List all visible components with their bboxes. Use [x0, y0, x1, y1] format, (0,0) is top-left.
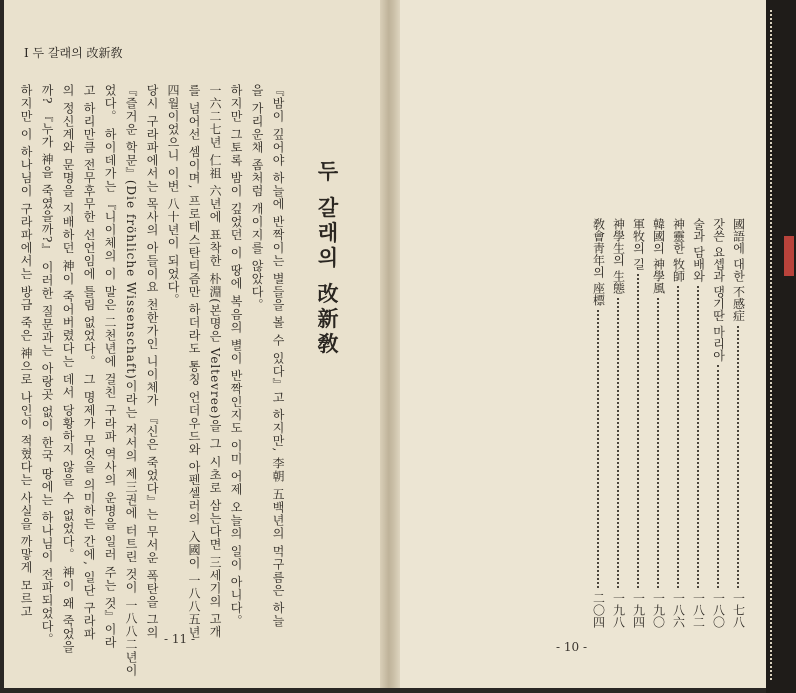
toc-title: 國語에 대한 不感症 — [731, 218, 746, 322]
toc-leader — [737, 326, 741, 588]
book-gutter — [380, 0, 402, 688]
text-column: 의 정신계와 문명을 지배하던 神이 죽어버렸다는 데서 당황하지 않을 수 없었다。 神이 왜 죽었을 — [61, 84, 75, 654]
toc-leader — [637, 274, 641, 588]
text-column: 하지만 그토록 밤이 깊었던 이 땅에 복음의 별이 반짝인지도 이미 어제 오늘의 일이 아니다。 — [229, 84, 243, 628]
text-column: 고 하리만큼 전무후무한 선언임에 틀림 없었다。 그 명제가 무엇을 의미하든 간에, 일단 구라파 — [82, 84, 96, 641]
text-column: 『즐거운 학문』(Die fröhliche Wissenschaft)이라는 저서의 제三권에 터트린 것이 一八八二년이 — [124, 84, 138, 677]
binding-stitches — [770, 10, 776, 680]
toc-leader — [677, 286, 681, 588]
toc-page: 一八六 — [671, 592, 686, 628]
toc-title: 갓쓴 요셉과 댕기딴 마리아 — [711, 218, 726, 362]
text-column: 당시 구라파에서는 목사의 아들이요 천한가인 니이체가 『신은 죽었다』는 무서운 폭탄을 그의 — [145, 84, 159, 640]
toc-title: 敎會靑年의 座標 — [591, 218, 606, 306]
toc-page: 一七八 — [731, 592, 746, 628]
toc-leader — [697, 286, 701, 588]
toc-entry — [612, 218, 626, 628]
toc-entry — [592, 218, 606, 628]
toc-entry — [732, 218, 746, 628]
text-column: 를 넘어선 셈이며, 프로테스탄티즘만 하더라도 통칭 언더우드와 아펜셀러의 入國이 一八八五년 — [187, 84, 201, 640]
toc-page: 一八〇 — [711, 592, 726, 628]
text-column: 四월이었으니 이번 八十년이 되었다。 — [166, 84, 180, 307]
toc-entry — [632, 218, 646, 628]
toc-page: 一九八 — [611, 592, 626, 628]
toc-page: 一八二 — [691, 592, 706, 628]
toc-page: 一九四 — [631, 592, 646, 628]
chapter-title: 두 갈래의 改新敎 — [315, 160, 340, 358]
bookmark-tab — [784, 236, 794, 276]
toc-entry — [712, 218, 726, 628]
text-column: 一六二七년 仁祖 六년에 표착한 朴淵(본명은 Veltevree)을 그 시초로 삼는다면 三세기의 고개 — [208, 84, 222, 639]
toc-leader — [657, 298, 661, 588]
running-head: I 두 갈래의 改新敎 — [24, 46, 123, 60]
toc-page: 二〇四 — [591, 592, 606, 628]
left-page — [4, 0, 390, 688]
toc-title: 술과 담배와 — [691, 218, 706, 282]
toc-entry — [692, 218, 706, 628]
text-column: 『밤이 깊어야 하늘에 반짝이는 별들을 볼 수 있다』고 하지만, 李朝 五백년의 먹구름은 하늘 — [271, 84, 285, 628]
text-column: 을 가리운채 좀처럼 개이지를 않았다。 — [250, 84, 264, 312]
toc-title: 軍牧의 길 — [631, 218, 646, 270]
toc-title: 神學生의 生態 — [611, 218, 626, 294]
toc-title: 神靈한 牧師 — [671, 218, 686, 282]
toc-leader — [617, 298, 621, 588]
text-column: 까? 『누가 神을 죽였을까?』 이러한 질문과는 아랑곳 없이 한국 땅에는 하나님이 전파되었다。 — [40, 84, 54, 646]
page-number-left: - 11 - — [164, 632, 196, 646]
page-number-right: - 10 - — [556, 640, 588, 654]
toc-entry — [652, 218, 666, 628]
toc-title: 韓國의 神學風 — [651, 218, 666, 294]
right-page — [400, 0, 766, 688]
toc-leader — [597, 310, 601, 588]
toc-page: 一九〇 — [651, 592, 666, 628]
toc-entry — [672, 218, 686, 628]
text-column: 하지만 이 하나님이 구라파에서는 방금 죽은 神으로 나인이 적혔다는 사실을 까맣게 모르고 — [19, 84, 33, 618]
text-column: 었다。 하이데가는 『니이체의 이 말은 二천년에 걸친 구라파 역사의 운명을 일러 주는 것』이라 — [103, 84, 117, 649]
toc-leader — [717, 365, 721, 588]
